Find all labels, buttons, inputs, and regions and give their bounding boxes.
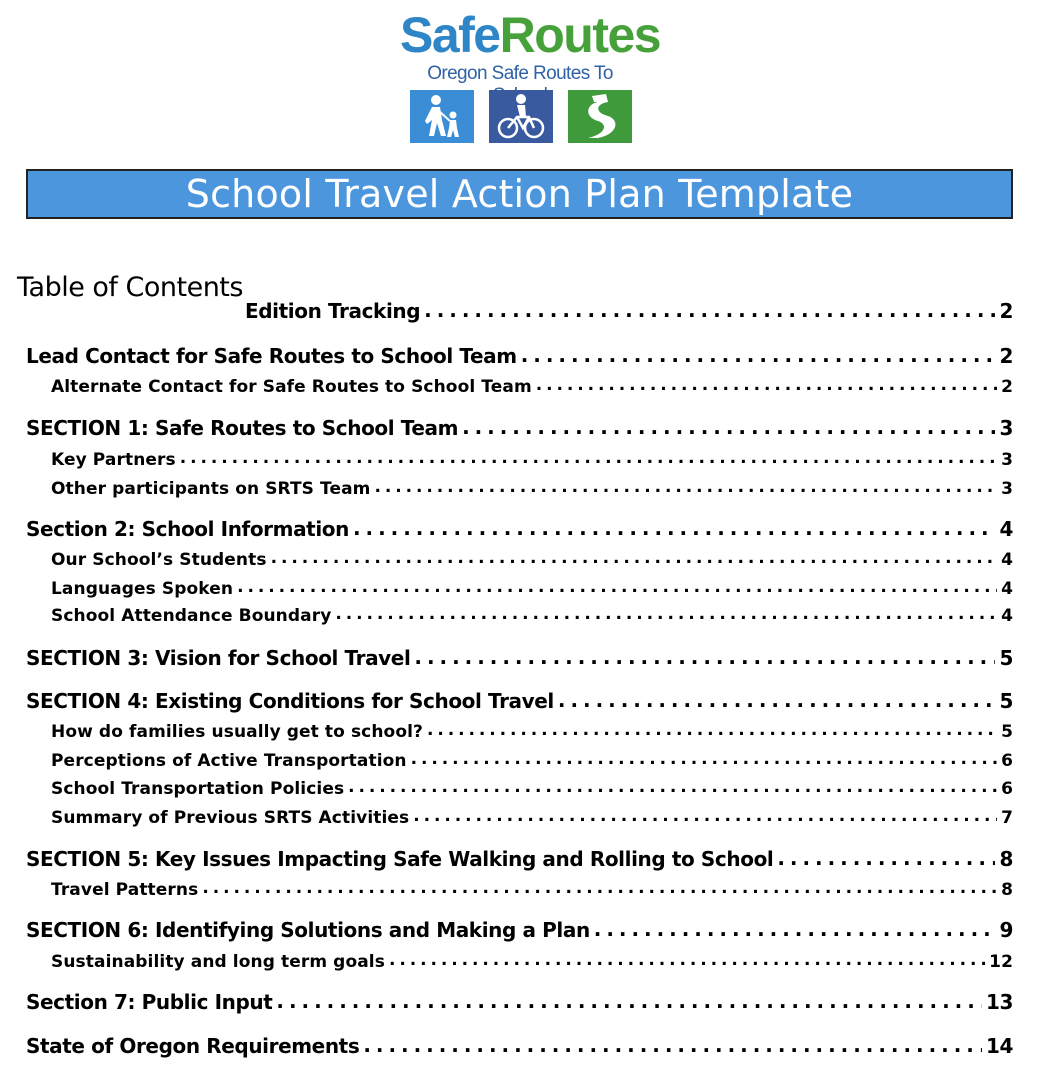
toc-entry-key-partners[interactable]: Key Partners . . . 3	[51, 448, 1013, 470]
toc-entry-transportation-policies[interactable]: School Transportation Policies . . . 6	[51, 777, 1013, 799]
toc-entry-oregon-requirements[interactable]: State of Oregon Requirements . . . 14	[26, 1033, 1013, 1058]
toc-entry-how-families-get-to-school[interactable]: How do families usually get to school? . . . 5	[51, 720, 1013, 742]
toc-entry-other-participants[interactable]: Other participants on SRTS Team . . . 3	[51, 477, 1013, 499]
toc-entry-section-2[interactable]: Section 2: School Information . . . 4	[26, 516, 1013, 541]
logo-subtitle: Oregon Safe Routes To	[427, 63, 613, 84]
toc-entry-perceptions[interactable]: Perceptions of Active Transportation . . . 6	[51, 749, 1013, 771]
toc-entry-section-3[interactable]: SECTION 3: Vision for School Travel . . . 5	[26, 645, 1013, 670]
toc-entry-languages-spoken[interactable]: Languages Spoken . . . 4	[51, 577, 1013, 599]
toc-entry-alternate-contact[interactable]: Alternate Contact for Safe Routes to School Team . . . 2	[51, 375, 1013, 397]
toc-heading: Table of Contents	[17, 272, 243, 303]
toc-entry-section-4[interactable]: SECTION 4: Existing Conditions for School Travel . . . 5	[26, 688, 1013, 713]
toc-entry-previous-activities[interactable]: Summary of Previous SRTS Activities . . . 7	[51, 806, 1013, 828]
walking-family-icon	[410, 90, 474, 143]
logo-wordmark: SafeRoutes	[400, 7, 661, 63]
toc-entry-our-students[interactable]: Our School’s Students . . . 4	[51, 548, 1013, 570]
toc-entry-travel-patterns[interactable]: Travel Patterns . . . 8	[51, 878, 1013, 900]
bicycle-icon	[489, 90, 553, 143]
logo-icon-row	[410, 90, 632, 143]
saferoutes-logo	[400, 7, 661, 148]
toc-entry-section-5[interactable]: SECTION 5: Key Issues Impacting Safe Walking and Rolling to School . . . 8	[26, 846, 1013, 871]
toc-entry-sustainability[interactable]: Sustainability and long term goals . . . 12	[51, 950, 1013, 972]
winding-road-icon	[568, 90, 632, 143]
toc-entry-section-7[interactable]: Section 7: Public Input . . . 13	[26, 989, 1013, 1014]
toc-entry-section-6[interactable]: SECTION 6: Identifying Solutions and Making a Plan . . . 9	[26, 917, 1013, 942]
toc-entry-attendance-boundary[interactable]: School Attendance Boundary . . . 4	[51, 604, 1013, 626]
toc-entry-lead-contact[interactable]: Lead Contact for Safe Routes to School Team . . . 2	[26, 343, 1013, 368]
toc-entry-section-1[interactable]: SECTION 1: Safe Routes to School Team . . . 3	[26, 415, 1013, 440]
toc-entry-edition-tracking[interactable]: Edition Tracking . . . 2	[245, 298, 1013, 323]
document-title-banner: School Travel Action Plan Template	[26, 169, 1013, 219]
